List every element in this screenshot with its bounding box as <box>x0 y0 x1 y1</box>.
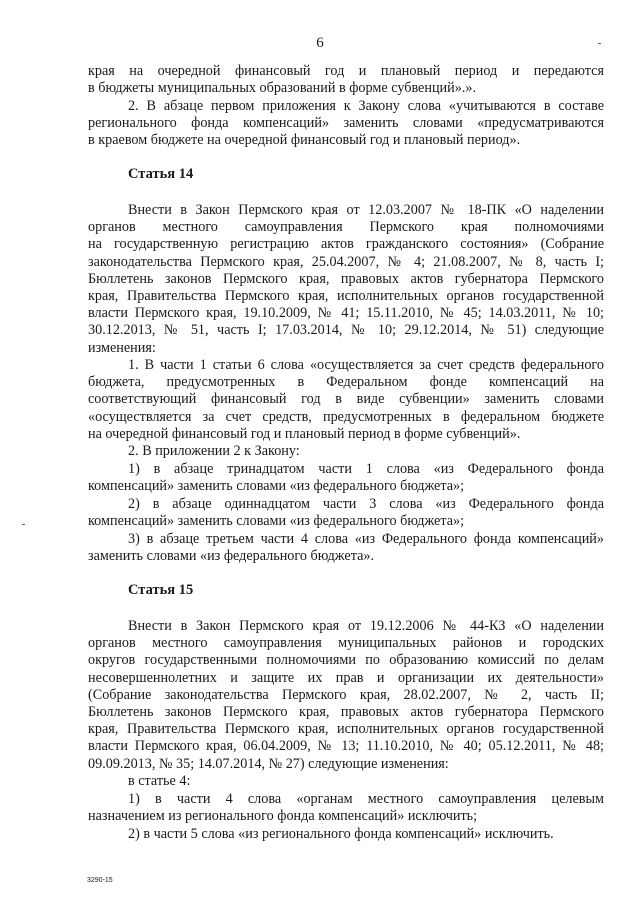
text-line: «осуществляется за счет средств, предусмотренных в федеральном бюджете <box>88 408 604 425</box>
text-line: компенсаций» заменить словами «из федерального бюджета»; <box>88 478 465 495</box>
text-line: 1. В части 1 статьи 6 слова «осуществляется за счет средств федерального <box>128 357 604 373</box>
page-number: 6 <box>316 35 324 51</box>
text-line: соответствующий финансовый год в виде субвенции» заменить словами <box>88 391 604 408</box>
text-line: Бюллетень законов Пермского края, правовых актов губернатора Пермского <box>88 703 604 720</box>
text-line: 2. В абзаце первом приложения к Закону слова «учитываются в составе <box>128 98 604 114</box>
article-14-subitem-1 <box>88 461 604 495</box>
text-line: края, Правительства Пермского края, исполнительных органов государственной <box>88 287 604 304</box>
text-line: 09.09.2013, № 35; 14.07.2014, № 27) следующие изменения: <box>88 755 449 772</box>
text-line: 2. В приложении 2 к Закону: <box>128 443 300 459</box>
intro-paragraph <box>88 63 604 97</box>
article-15-subitem-1 <box>88 791 604 825</box>
text-line: края, Правительства Пермского края, исполнительных органов государственной <box>88 721 604 738</box>
text-line: (Собрание законодательства Пермского края, 28.02.2007, № 2, часть II; <box>88 686 604 703</box>
text-line: Бюллетень законов Пермского края, правовых актов губернатора Пермского <box>88 270 604 287</box>
text-line: на государственную регистрацию актов гражданского состояния» (Собрание <box>88 236 604 253</box>
article-14-intro <box>88 202 604 357</box>
text-line: несовершеннолетних и защите их прав и организации их деятельности» <box>88 669 604 686</box>
text-line: власти Пермского края, 06.04.2009, № 13; 11.10.2010, № 40; 05.12.2011, № 48; <box>88 738 604 755</box>
article-14-heading: Статья 14 <box>128 166 194 182</box>
text-line: органов местного самоуправления Пермского края полномочиями <box>88 219 604 236</box>
text-line: изменения: <box>88 339 156 356</box>
article-15-heading: Статья 15 <box>128 582 194 598</box>
text-line: на очередной финансовый год и плановый период в форме субвенций». <box>88 425 521 442</box>
item-2-paragraph <box>88 98 604 150</box>
text-line: в статье 4: <box>128 773 191 789</box>
scan-speck <box>22 524 25 525</box>
article-14-subitem-3 <box>88 531 604 565</box>
article-14-subitem-2 <box>88 496 604 530</box>
text-line: 2) в абзаце одиннадцатом части 3 слова «из Федерального фонда <box>128 496 604 512</box>
text-line: законодательства Пермского края, 25.04.2007, № 4; 21.08.2007, № 8, часть I; <box>88 253 604 270</box>
text-line: края на очередной финансовый год и плановый период и передаются <box>88 63 604 79</box>
text-line: 30.12.2013, № 51, часть I; 17.03.2014, № 10; 29.12.2014, № 51) следующие <box>88 322 604 339</box>
text-line: округов государственными полномочиями по образованию комиссий по делам <box>88 652 604 669</box>
text-line: регионального фонда компенсаций» заменить словами «предусматриваются <box>88 115 604 132</box>
article-15-subitem-2 <box>88 826 604 843</box>
text-line: Внести в Закон Пермского края от 12.03.2007 № 18-ПК «О наделении <box>128 202 604 218</box>
text-line: 3) в абзаце третьем части 4 слова «из Федерального фонда компенсаций» <box>128 531 604 547</box>
text-line: 2) в части 5 слова «из регионального фонда компенсаций» исключить. <box>128 826 554 842</box>
text-line: назначением из регионального фонда компенсаций» исключить; <box>88 808 478 825</box>
article-14-item-2 <box>88 443 604 460</box>
text-line: компенсаций» заменить словами «из федерального бюджета»; <box>88 513 465 530</box>
article-14-item-1 <box>88 357 604 443</box>
text-line: 1) в абзаце тринадцатом части 1 слова «из Федерального фонда <box>128 461 604 477</box>
text-line: 1) в части 4 слова «органам местного самоуправления целевым <box>128 791 604 807</box>
text-line: в краевом бюджете на очередной финансовый год и плановый период». <box>88 132 521 149</box>
scan-speck <box>598 43 601 44</box>
text-line: заменить словами «из федерального бюджета». <box>88 548 375 565</box>
text-line: Внести в Закон Пермского края от 19.12.2006 № 44-КЗ «О наделении <box>128 618 604 634</box>
article-15-intro <box>88 618 604 773</box>
text-line: власти Пермского края, 19.10.2009, № 41; 15.11.2010, № 45; 14.03.2011, № 10; <box>88 305 604 322</box>
text-line: бюджета, предусмотренных в Федеральном фонде компенсаций на <box>88 374 604 391</box>
text-line: в бюджеты муниципальных образований в форме субвенций».». <box>88 80 477 97</box>
text-line: органов местного самоуправления муниципальных районов и городских <box>88 635 604 652</box>
document-code: 3290-15 <box>87 877 113 884</box>
article-15-in-article <box>88 773 604 790</box>
